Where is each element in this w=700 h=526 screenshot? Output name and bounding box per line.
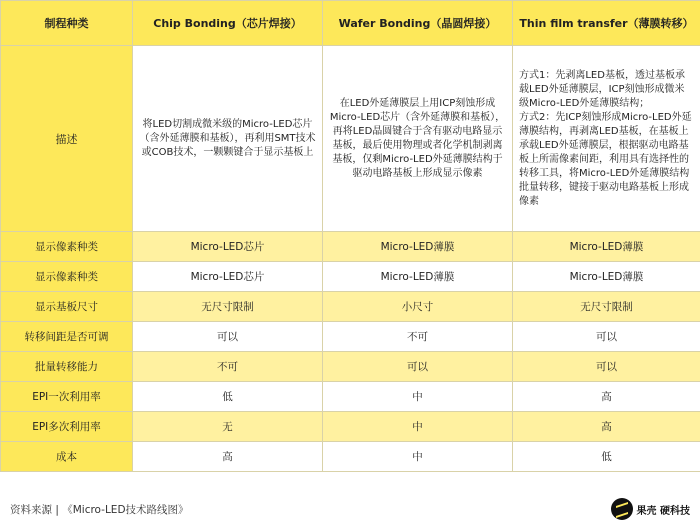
table-row <box>1 442 700 472</box>
cell-chip: 可以 <box>133 322 323 352</box>
cell-thin-film: 可以 <box>513 352 700 382</box>
cell-chip: 无 <box>133 412 323 442</box>
table-row <box>1 412 700 442</box>
description-label: 描述 <box>1 46 133 232</box>
cell-wafer: 中 <box>323 412 513 442</box>
cell-wafer: 小尺寸 <box>323 292 513 322</box>
row-label: 显示像素种类 <box>1 232 133 262</box>
brand-logo <box>611 498 690 520</box>
cell-thin-film: 可以 <box>513 322 700 352</box>
row-label: 转移间距是否可调 <box>1 322 133 352</box>
table-row <box>1 322 700 352</box>
header-chip-bonding: Chip Bonding（芯片焊接） <box>133 1 323 46</box>
cell-wafer: 不可 <box>323 322 513 352</box>
table-row <box>1 262 700 292</box>
table-row <box>1 232 700 262</box>
cell-chip: Micro-LED芯片 <box>133 262 323 292</box>
row-label: EPI一次利用率 <box>1 382 133 412</box>
row-label: 成本 <box>1 442 133 472</box>
cell-chip: 高 <box>133 442 323 472</box>
header-wafer-bonding: Wafer Bonding（晶圆焊接） <box>323 1 513 46</box>
cell-chip: 无尺寸限制 <box>133 292 323 322</box>
cell-wafer: 中 <box>323 442 513 472</box>
row-label: EPI多次利用率 <box>1 412 133 442</box>
cell-thin-film: 低 <box>513 442 700 472</box>
header-row <box>1 1 700 46</box>
description-thin-method-1: 方式1：先剥离LED基板，透过基板承载LED外延薄膜层，ICP刻蚀形成微米级Micro-LED外延薄膜结构； <box>519 69 685 109</box>
cell-thin-film: 高 <box>513 412 700 442</box>
logo-icon <box>611 498 633 520</box>
cell-wafer: 中 <box>323 382 513 412</box>
table-row <box>1 292 700 322</box>
cell-thin-film: Micro-LED薄膜 <box>513 232 700 262</box>
footer <box>0 494 700 526</box>
cell-chip: 不可 <box>133 352 323 382</box>
description-row <box>1 46 700 232</box>
header-thin-film-transfer: Thin film transfer（薄膜转移） <box>513 1 700 46</box>
description-thin-method-2: 方式2：先ICP刻蚀形成Micro-LED外延薄膜结构，再剥离LED基板，在基板上承载LED外延薄膜层，根据驱动电路基板上所需像素间距，利用具有选择性的转移工具，将Micro-LED外延薄膜结构批量转移，键接于驱动电路基板上形成像素 <box>519 111 692 207</box>
cell-wafer: 可以 <box>323 352 513 382</box>
logo-text: 果壳 硬科技 <box>636 505 690 517</box>
cell-chip: Micro-LED芯片 <box>133 232 323 262</box>
table-row <box>1 352 700 382</box>
cell-wafer: Micro-LED薄膜 <box>323 262 513 292</box>
source-note: 资料来源 | 《Micro-LED技术路线图》 <box>10 504 189 516</box>
cell-thin-film: 高 <box>513 382 700 412</box>
cell-wafer: Micro-LED薄膜 <box>323 232 513 262</box>
cell-thin-film: Micro-LED薄膜 <box>513 262 700 292</box>
table-row <box>1 382 700 412</box>
cell-thin-film: 无尺寸限制 <box>513 292 700 322</box>
description-chip: 将LED切割成微米级的Micro-LED芯片（含外延薄膜和基板），再利用SMT技术或COB技术，一颗颗键合于显示基板上 <box>133 46 323 232</box>
description-thin-film <box>513 46 700 232</box>
description-wafer: 在LED外延薄膜层上用ICP刻蚀形成Micro-LED芯片（含外延薄膜和基板），再将LED晶圆键合于含有驱动电路显示基板，最后使用物理或者化学机制剥离基板，仅剩Micro-LED外延薄膜结构于驱动电路基板上形成显示像素 <box>323 46 513 232</box>
cell-chip: 低 <box>133 382 323 412</box>
row-label: 显示像素种类 <box>1 262 133 292</box>
header-process-type: 制程种类 <box>1 1 133 46</box>
row-label: 批量转移能力 <box>1 352 133 382</box>
row-label: 显示基板尺寸 <box>1 292 133 322</box>
